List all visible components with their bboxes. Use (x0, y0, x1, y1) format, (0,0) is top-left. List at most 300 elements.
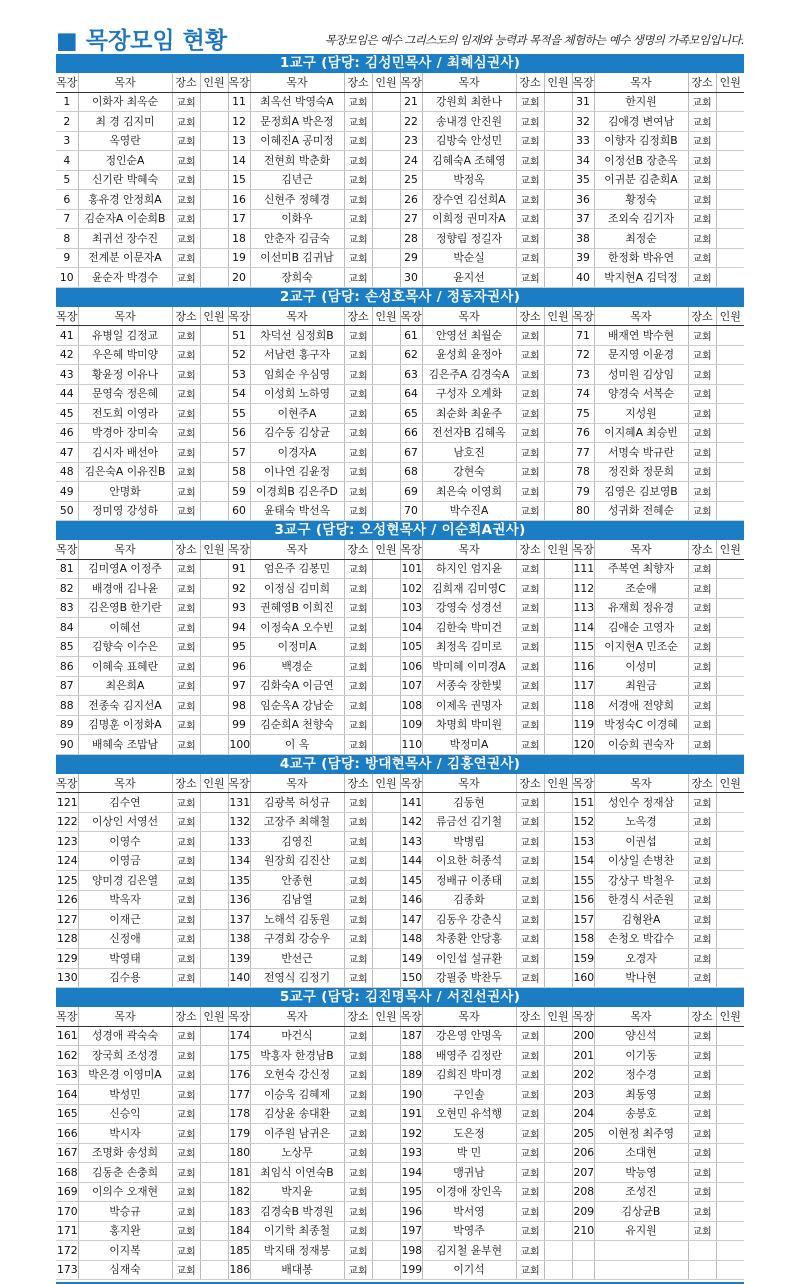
leader-names: 김은영B 한기란 (78, 598, 172, 618)
meeting-place: 교회 (344, 1046, 372, 1066)
meeting-place: 교회 (516, 871, 544, 891)
member-count (716, 248, 744, 268)
member-count (200, 131, 228, 151)
group-number: 186 (228, 1260, 250, 1280)
leader-names: 최정순 (594, 229, 688, 249)
column-header: 장소 (344, 307, 372, 326)
meeting-place: 교회 (344, 618, 372, 638)
group-number: 195 (400, 1182, 422, 1202)
member-count (544, 1202, 572, 1222)
group-number: 28 (400, 229, 422, 249)
column-header: 목장 (228, 73, 250, 92)
group-number: 188 (400, 1046, 422, 1066)
leader-names: 윤성희 윤정아 (422, 345, 516, 365)
leader-names: 장수연 김선희A (422, 190, 516, 210)
leader-names: 김명훈 이정화A (78, 715, 172, 735)
meeting-place: 교회 (344, 248, 372, 268)
member-count (200, 1241, 228, 1261)
group-number: 11 (228, 92, 250, 112)
group-number: 181 (228, 1163, 250, 1183)
meeting-place: 교회 (516, 832, 544, 852)
group-number: 172 (56, 1241, 78, 1261)
leader-names: 원장희 김진산 (250, 851, 344, 871)
member-count (544, 618, 572, 638)
table-row (56, 676, 744, 696)
member-count (716, 1143, 744, 1163)
meeting-place: 교회 (172, 229, 200, 249)
group-number: 59 (228, 482, 250, 502)
group-number: 178 (228, 1104, 250, 1124)
leader-names: 조성진 (594, 1182, 688, 1202)
column-header: 목장 (228, 774, 250, 793)
meeting-place: 교회 (172, 1104, 200, 1124)
column-header: 목자 (250, 774, 344, 793)
group-number: 8 (56, 229, 78, 249)
meeting-place: 교회 (172, 1065, 200, 1085)
column-header: 인원 (200, 307, 228, 326)
leader-names: 안명화 (78, 482, 172, 502)
member-count (200, 812, 228, 832)
column-header: 인원 (372, 774, 400, 793)
member-count (372, 1260, 400, 1280)
table-row (56, 735, 744, 755)
member-count (544, 637, 572, 657)
group-number: 58 (228, 462, 250, 482)
member-count (372, 501, 400, 521)
group-number: 131 (228, 793, 250, 813)
leader-names: 이나연 김윤정 (250, 462, 344, 482)
column-header: 목장 (228, 540, 250, 559)
member-count (716, 910, 744, 930)
leader-names: 옥영란 (78, 131, 172, 151)
meeting-place: 교회 (344, 462, 372, 482)
table-row (56, 618, 744, 638)
leader-names: 박나현 (594, 968, 688, 988)
meeting-place: 교회 (688, 832, 716, 852)
group-number: 198 (400, 1241, 422, 1261)
leader-names: 이정심 김미희 (250, 579, 344, 599)
member-count (200, 1124, 228, 1144)
member-count (200, 676, 228, 696)
group-number: 107 (400, 676, 422, 696)
member-count (200, 1182, 228, 1202)
group-number: 17 (228, 209, 250, 229)
meeting-place: 교회 (516, 812, 544, 832)
column-header: 목장 (400, 73, 422, 92)
member-count (716, 871, 744, 891)
member-count (200, 1143, 228, 1163)
district-section (56, 288, 744, 522)
group-number: 67 (400, 443, 422, 463)
leader-names: 강은영 안명옥 (422, 1026, 516, 1046)
leader-names: 김수연 (78, 793, 172, 813)
column-header: 장소 (688, 1007, 716, 1026)
leader-names: 이의수 오재현 (78, 1182, 172, 1202)
member-count (716, 1046, 744, 1066)
member-count (372, 482, 400, 502)
meeting-place: 교회 (688, 1221, 716, 1241)
member-count (716, 112, 744, 132)
member-count (372, 968, 400, 988)
leader-names: 구성자 오계화 (422, 384, 516, 404)
meeting-place: 교회 (344, 793, 372, 813)
member-count (544, 1182, 572, 1202)
district-title: 2교구 (담당: 손성호목사 / 정동자권사) (56, 288, 744, 307)
group-number: 49 (56, 482, 78, 502)
table-row (56, 1046, 744, 1066)
group-number: 130 (56, 968, 78, 988)
table-row (56, 890, 744, 910)
meeting-place: 교회 (688, 384, 716, 404)
leader-names: 박지윤 (250, 1182, 344, 1202)
table-row (56, 1163, 744, 1183)
leader-names: 김남열 (250, 890, 344, 910)
leader-names: 배대봉 (250, 1260, 344, 1280)
leader-names: 마건식 (250, 1026, 344, 1046)
group-number: 30 (400, 268, 422, 288)
group-number: 146 (400, 890, 422, 910)
meeting-place: 교회 (516, 345, 544, 365)
leader-names: 김영은 김보영B (594, 482, 688, 502)
meeting-place: 교회 (172, 598, 200, 618)
group-number: 96 (228, 657, 250, 677)
group-number: 55 (228, 404, 250, 424)
group-number: 34 (572, 151, 594, 171)
member-count (544, 715, 572, 735)
table-row (56, 384, 744, 404)
group-number: 199 (400, 1260, 422, 1280)
meeting-place: 교회 (516, 793, 544, 813)
leader-names: 성미원 김상임 (594, 365, 688, 385)
group-number: 89 (56, 715, 78, 735)
leader-names: 장희숙 (250, 268, 344, 288)
leader-names: 강영숙 성경선 (422, 598, 516, 618)
meeting-place: 교회 (344, 482, 372, 502)
group-number: 7 (56, 209, 78, 229)
member-count (716, 657, 744, 677)
table-row (56, 131, 744, 151)
meeting-place: 교회 (516, 910, 544, 930)
group-number: 190 (400, 1085, 422, 1105)
meeting-place: 교회 (172, 1202, 200, 1222)
column-header: 목자 (250, 73, 344, 92)
member-count (372, 1065, 400, 1085)
member-count (544, 1104, 572, 1124)
table-row (56, 112, 744, 132)
group-number: 138 (228, 929, 250, 949)
member-count (200, 871, 228, 891)
leader-names: 최임식 이연숙B (250, 1163, 344, 1183)
leader-names: 이성미 (594, 657, 688, 677)
meeting-place: 교회 (172, 209, 200, 229)
member-count (716, 1241, 744, 1261)
member-count (716, 209, 744, 229)
leader-names: 이선미B 김귀남 (250, 248, 344, 268)
member-count (200, 462, 228, 482)
meeting-place: 교회 (688, 618, 716, 638)
member-count (544, 1065, 572, 1085)
member-count (372, 832, 400, 852)
meeting-place: 교회 (516, 248, 544, 268)
leader-names: 김화숙A 이금연 (250, 676, 344, 696)
leader-names: 박순실 (422, 248, 516, 268)
meeting-place: 교회 (344, 423, 372, 443)
member-count (716, 229, 744, 249)
group-number: 16 (228, 190, 250, 210)
member-count (200, 170, 228, 190)
table-row (56, 170, 744, 190)
member-count (200, 229, 228, 249)
member-count (544, 131, 572, 151)
group-number: 46 (56, 423, 78, 443)
group-number: 132 (228, 812, 250, 832)
group-number: 90 (56, 735, 78, 755)
meeting-place: 교회 (516, 949, 544, 969)
table-row (56, 462, 744, 482)
meeting-place: 교회 (516, 1241, 544, 1261)
member-count (544, 443, 572, 463)
column-header: 인원 (716, 1007, 744, 1026)
leader-names: 이기학 최종철 (250, 1221, 344, 1241)
meeting-place: 교회 (516, 851, 544, 871)
meeting-place: 교회 (172, 92, 200, 112)
member-count (544, 268, 572, 288)
meeting-place: 교회 (516, 462, 544, 482)
group-number: 45 (56, 404, 78, 424)
meeting-place: 교회 (688, 365, 716, 385)
district-section (56, 521, 744, 755)
meeting-place: 교회 (688, 92, 716, 112)
meeting-place: 교회 (688, 735, 716, 755)
table-row (56, 1124, 744, 1144)
leader-names: 김한숙 박미건 (422, 618, 516, 638)
member-count (544, 423, 572, 443)
member-count (544, 1260, 572, 1280)
table-row (56, 92, 744, 112)
column-header: 목자 (78, 307, 172, 326)
meeting-place: 교회 (516, 443, 544, 463)
leader-names: 하지인 엄지윤 (422, 559, 516, 579)
group-number: 168 (56, 1163, 78, 1183)
leader-names: 김년근 (250, 170, 344, 190)
meeting-place: 교회 (344, 131, 372, 151)
leader-names: 정향림 정길자 (422, 229, 516, 249)
column-header: 인원 (372, 73, 400, 92)
group-number: 154 (572, 851, 594, 871)
leader-names: 정진화 정문희 (594, 462, 688, 482)
meeting-place: 교회 (344, 345, 372, 365)
member-count (200, 1046, 228, 1066)
group-number: 98 (228, 696, 250, 716)
leader-names: 임희순 우심영 (250, 365, 344, 385)
group-number: 64 (400, 384, 422, 404)
column-header: 목장 (228, 307, 250, 326)
meeting-place: 교회 (516, 657, 544, 677)
leader-names: 조외숙 김기자 (594, 209, 688, 229)
meeting-place: 교회 (344, 1182, 372, 1202)
district-table (56, 1007, 744, 1280)
leader-names: 손청오 박갑수 (594, 929, 688, 949)
meeting-place: 교회 (688, 910, 716, 930)
group-number: 27 (400, 209, 422, 229)
meeting-place: 교회 (516, 1046, 544, 1066)
group-number: 174 (228, 1026, 250, 1046)
group-number: 136 (228, 890, 250, 910)
column-header: 목자 (78, 540, 172, 559)
meeting-place: 교회 (344, 715, 372, 735)
leader-names: 노상무 (250, 1143, 344, 1163)
group-number: 80 (572, 501, 594, 521)
leader-names: 이현주A (250, 404, 344, 424)
member-count (372, 1104, 400, 1124)
leader-names: 김혜숙A 조혜영 (422, 151, 516, 171)
group-number: 169 (56, 1182, 78, 1202)
member-count (372, 1182, 400, 1202)
group-number: 164 (56, 1085, 78, 1105)
member-count (716, 559, 744, 579)
group-number: 35 (572, 170, 594, 190)
meeting-place: 교회 (172, 618, 200, 638)
meeting-place: 교회 (172, 170, 200, 190)
leader-names: 정수경 (594, 1065, 688, 1085)
leader-names: 엄은주 김봉민 (250, 559, 344, 579)
member-count (200, 384, 228, 404)
member-count (372, 462, 400, 482)
group-number: 44 (56, 384, 78, 404)
member-count (200, 1065, 228, 1085)
meeting-place: 교회 (688, 501, 716, 521)
meeting-place: 교회 (688, 637, 716, 657)
group-number: 197 (400, 1221, 422, 1241)
meeting-place: 교회 (344, 968, 372, 988)
meeting-place: 교회 (688, 871, 716, 891)
member-count (716, 501, 744, 521)
member-count (544, 404, 572, 424)
leader-names: 구경회 강승우 (250, 929, 344, 949)
district-table (56, 73, 744, 288)
leader-names: 성귀화 전혜순 (594, 501, 688, 521)
group-number: 85 (56, 637, 78, 657)
table-row (56, 190, 744, 210)
meeting-place: 교회 (172, 637, 200, 657)
column-header: 목자 (78, 1007, 172, 1026)
meeting-place: 교회 (688, 657, 716, 677)
leader-names: 문정희A 박은정 (250, 112, 344, 132)
group-number: 1 (56, 92, 78, 112)
member-count (372, 696, 400, 716)
district-title: 4교구 (담당: 방대현목사 / 김홍연권사) (56, 755, 744, 774)
table-row (56, 793, 744, 813)
group-number: 24 (400, 151, 422, 171)
meeting-place: 교회 (172, 676, 200, 696)
member-count (544, 871, 572, 891)
group-number: 26 (400, 190, 422, 210)
meeting-place: 교회 (172, 384, 200, 404)
member-count (372, 871, 400, 891)
meeting-place (688, 1260, 716, 1280)
member-count (716, 890, 744, 910)
group-number: 127 (56, 910, 78, 930)
column-header: 목장 (56, 73, 78, 92)
leader-names: 오현민 유석행 (422, 1104, 516, 1124)
member-count (716, 949, 744, 969)
group-number: 102 (400, 579, 422, 599)
meeting-place: 교회 (344, 501, 372, 521)
leader-names: 김종화 (422, 890, 516, 910)
group-number: 10 (56, 268, 78, 288)
group-number: 180 (228, 1143, 250, 1163)
table-row (56, 345, 744, 365)
group-number: 137 (228, 910, 250, 930)
member-count (372, 949, 400, 969)
column-header: 장소 (516, 307, 544, 326)
group-number: 101 (400, 559, 422, 579)
group-number: 74 (572, 384, 594, 404)
group-number: 208 (572, 1182, 594, 1202)
table-row (56, 871, 744, 891)
member-count (372, 1124, 400, 1144)
meeting-place: 교회 (516, 559, 544, 579)
member-count (372, 1241, 400, 1261)
leader-names: 김지철 윤부현 (422, 1241, 516, 1261)
member-count (200, 598, 228, 618)
group-number: 155 (572, 871, 594, 891)
meeting-place: 교회 (344, 929, 372, 949)
group-number: 25 (400, 170, 422, 190)
meeting-place: 교회 (516, 618, 544, 638)
meeting-place: 교회 (516, 190, 544, 210)
member-count (372, 131, 400, 151)
member-count (716, 365, 744, 385)
member-count (372, 1143, 400, 1163)
meeting-place: 교회 (344, 1163, 372, 1183)
meeting-place: 교회 (344, 735, 372, 755)
leader-names: 박옥자 (78, 890, 172, 910)
column-header: 목장 (56, 1007, 78, 1026)
group-number: 175 (228, 1046, 250, 1066)
leader-names: 안춘자 김금숙 (250, 229, 344, 249)
member-count (544, 190, 572, 210)
meeting-place: 교회 (688, 170, 716, 190)
member-count (716, 1182, 744, 1202)
meeting-place: 교회 (688, 812, 716, 832)
group-number: 9 (56, 248, 78, 268)
district-title: 3교구 (담당: 오성현목사 / 이순희A권사) (56, 521, 744, 540)
member-count (716, 1202, 744, 1222)
meeting-place: 교회 (688, 890, 716, 910)
district-list (56, 54, 744, 1280)
table-header-row (56, 307, 744, 326)
column-header: 인원 (716, 307, 744, 326)
meeting-place: 교회 (172, 1221, 200, 1241)
column-header: 인원 (544, 774, 572, 793)
table-row (56, 1104, 744, 1124)
group-number: 200 (572, 1026, 594, 1046)
member-count (200, 793, 228, 813)
column-header: 인원 (544, 73, 572, 92)
meeting-place: 교회 (344, 890, 372, 910)
group-number: 153 (572, 832, 594, 852)
leader-names: 박병림 (422, 832, 516, 852)
leader-names: 홍지완 (78, 1221, 172, 1241)
meeting-place: 교회 (688, 696, 716, 716)
leader-names: 전계분 이문자A (78, 248, 172, 268)
group-number: 177 (228, 1085, 250, 1105)
group-number: 32 (572, 112, 594, 132)
group-number: 36 (572, 190, 594, 210)
leader-names: 박서영 (422, 1202, 516, 1222)
member-count (200, 1104, 228, 1124)
